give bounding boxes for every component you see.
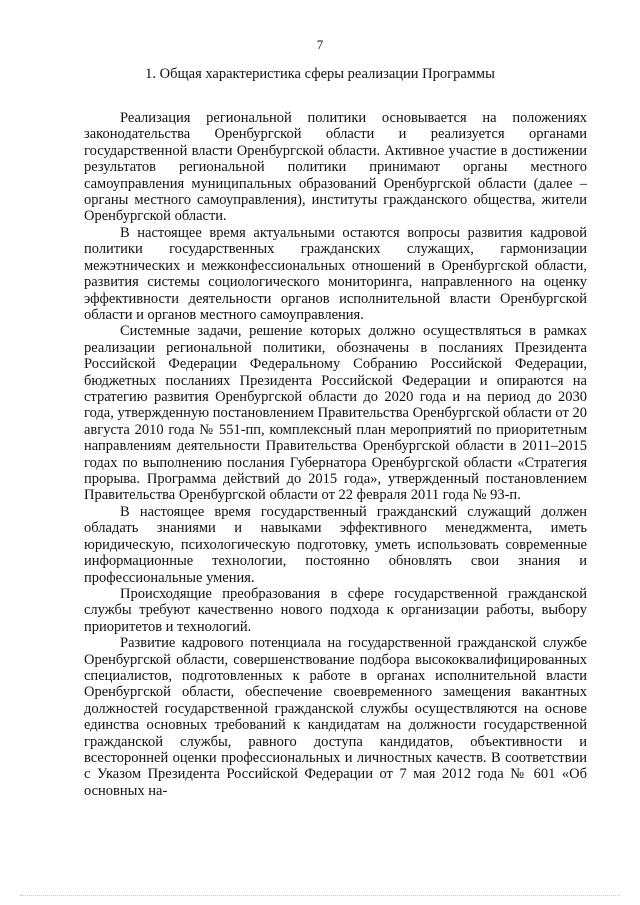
paragraph-6: Развитие кадрового потенциала на государственной гражданской службе Оренбургской области, совершенствование подбора высококвалифицированных специалистов, подготовленных к работе в органах исполнительной власти Оренбургской области, обеспечение своевременного замещения вакантных должностей государственной гражданской службы осуществляются на основе единства основных требований к кандидатам на должности государственной гражданской службы, равного доступа кандидатов, объективности и всесторонней оценки профессиональных и личностных качеств. В соответствии с Указом Президента Российской Федерации от 7 мая 2012 года № 601 «Об основных на-	[84, 635, 587, 799]
page-number: 7	[316, 37, 324, 52]
paragraph-1: Реализация региональной политики основывается на положениях законодательства Оренбургской области и реализуется органами государственной власти Оренбургской области. Активное участие в достижении результатов региональной политики принимают органы местного самоуправления муниципальных образований Оренбургской области (далее – органы местного самоуправления), институты гражданского общества, жители Оренбургской области.	[84, 110, 587, 225]
paragraph-4: В настоящее время государственный гражданский служащий должен обладать знаниями и навыками эффективного менеджмента, иметь юридическую, психологическую подготовку, уметь использовать современные информационные технологии, постоянно обновлять свои знания и профессиональные умения.	[84, 503, 587, 586]
paragraph-3: Системные задачи, решение которых должно осуществляться в рамках реализации региональной политики, обозначены в посланиях Президента Российской Федерации Федеральному Собранию Российской Федерации, бюджетных посланиях Президента Российской Федерации и опираются на стратегию развития Оренбургской области до 2020 года и на период до 2030 года, утвержденную постановлением Правительства Оренбургской области от 20 августа 2010 года № 551-пп, комплексный план мероприятий по приоритетным направлениям деятельности Правительства Оренбургской области в 2011–2015 годах по выполнению послания Губернатора Оренбургской области «Стратегия прорыва. Программа действий до 2015 года», утвержденный постановлением Правительства Оренбургской области от 22 февраля 2011 года № 93-п.	[84, 323, 587, 504]
paragraph-5: Происходящие преобразования в сфере государственной гражданской службы требуют качественно нового подхода к организации работы, выбору приоритетов и технологий.	[84, 585, 587, 635]
document-body	[84, 110, 587, 799]
paragraph-2: В настоящее время актуальными остаются вопросы развития кадровой политики государственных гражданских служащих, гармонизации межэтнических и межконфессиональных отношений в Оренбургской области, развития системы социологического мониторинга, направленного на оценку эффективности деятельности органов исполнительной власти Оренбургской области и органов местного самоуправления.	[84, 224, 587, 323]
scan-edge-artifact	[20, 895, 620, 897]
section-heading: 1. Общая характеристика сферы реализации Программы	[145, 66, 495, 82]
